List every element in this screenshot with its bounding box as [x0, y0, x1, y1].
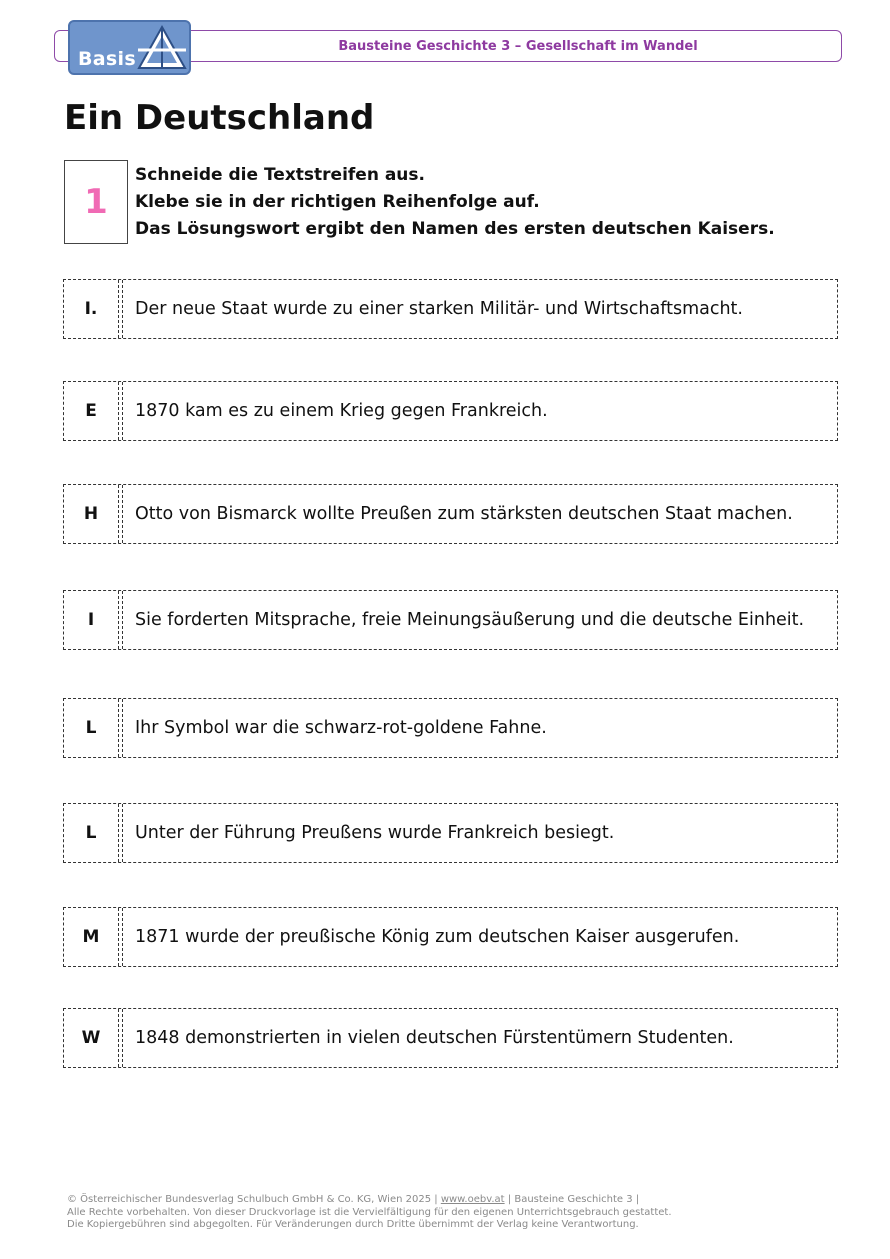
footer-copyright: © Österreichischer Bundesverlag Schulbuch GmbH & Co. KG, Wien 2025 | [67, 1194, 441, 1205]
task-instructions [135, 162, 775, 243]
footer-series: | Bausteine Geschichte 3 | [504, 1194, 640, 1205]
strip-text: Unter der Führung Preußens wurde Frankreich besiegt. [122, 804, 837, 862]
strip-text: 1848 demonstrierten in vielen deutschen Fürstentümern Studenten. [122, 1009, 837, 1067]
strip-letter: L [64, 699, 119, 757]
text-strip [63, 698, 838, 758]
strip-text: Ihr Symbol war die schwarz-rot-goldene Fahne. [122, 699, 837, 757]
strip-letter: L [64, 804, 119, 862]
task-number: 1 [84, 182, 108, 222]
text-strip [63, 803, 838, 863]
footer-line: Die Kopiergebühren sind abgegolten. Für Veränderungen durch Dritte übernimmt der Verlag keine Verantwortung. [67, 1219, 639, 1230]
footer-line [67, 1194, 672, 1207]
strip-letter: H [64, 485, 119, 543]
strip-letter: W [64, 1009, 119, 1067]
text-strip [63, 279, 838, 339]
text-strip [63, 484, 838, 544]
task-number-box [64, 160, 128, 244]
header-title: Bausteine Geschichte 3 – Gesellschaft im Wandel [338, 38, 698, 54]
strip-text: 1870 kam es zu einem Krieg gegen Frankreich. [122, 382, 837, 440]
footer [67, 1194, 672, 1232]
text-strip [63, 381, 838, 441]
text-strip [63, 907, 838, 967]
strip-letter: I [64, 591, 119, 649]
instruction-line: Klebe sie in der richtigen Reihenfolge auf. [135, 192, 540, 212]
triangle-logo-icon [136, 24, 188, 70]
basis-logo [68, 20, 191, 75]
footer-line: Alle Rechte vorbehalten. Von dieser Druckvorlage ist die Vervielfältigung für den eigenen Unterrichtsgebrauch gestattet. [67, 1206, 672, 1218]
text-strip [63, 1008, 838, 1068]
strip-text: 1871 wurde der preußische König zum deutschen Kaiser ausgerufen. [122, 908, 837, 966]
strip-letter: I. [64, 280, 119, 338]
footer-website-link[interactable]: www.oebv.at [440, 1194, 505, 1205]
page-title: Ein Deutschland [64, 98, 375, 138]
instruction-line: Das Lösungswort ergibt den Namen des ersten deutschen Kaisers. [135, 219, 775, 239]
strip-text: Otto von Bismarck wollte Preußen zum stärksten deutschen Staat machen. [122, 485, 837, 543]
strip-letter: E [64, 382, 119, 440]
strip-text: Der neue Staat wurde zu einer starken Militär- und Wirtschaftsmacht. [122, 280, 837, 338]
logo-text: Basis [78, 48, 136, 70]
strip-text: Sie forderten Mitsprache, freie Meinungsäußerung und die deutsche Einheit. [122, 591, 837, 649]
text-strip [63, 590, 838, 650]
strip-letter: M [64, 908, 119, 966]
instruction-line: Schneide die Textstreifen aus. [135, 165, 425, 185]
